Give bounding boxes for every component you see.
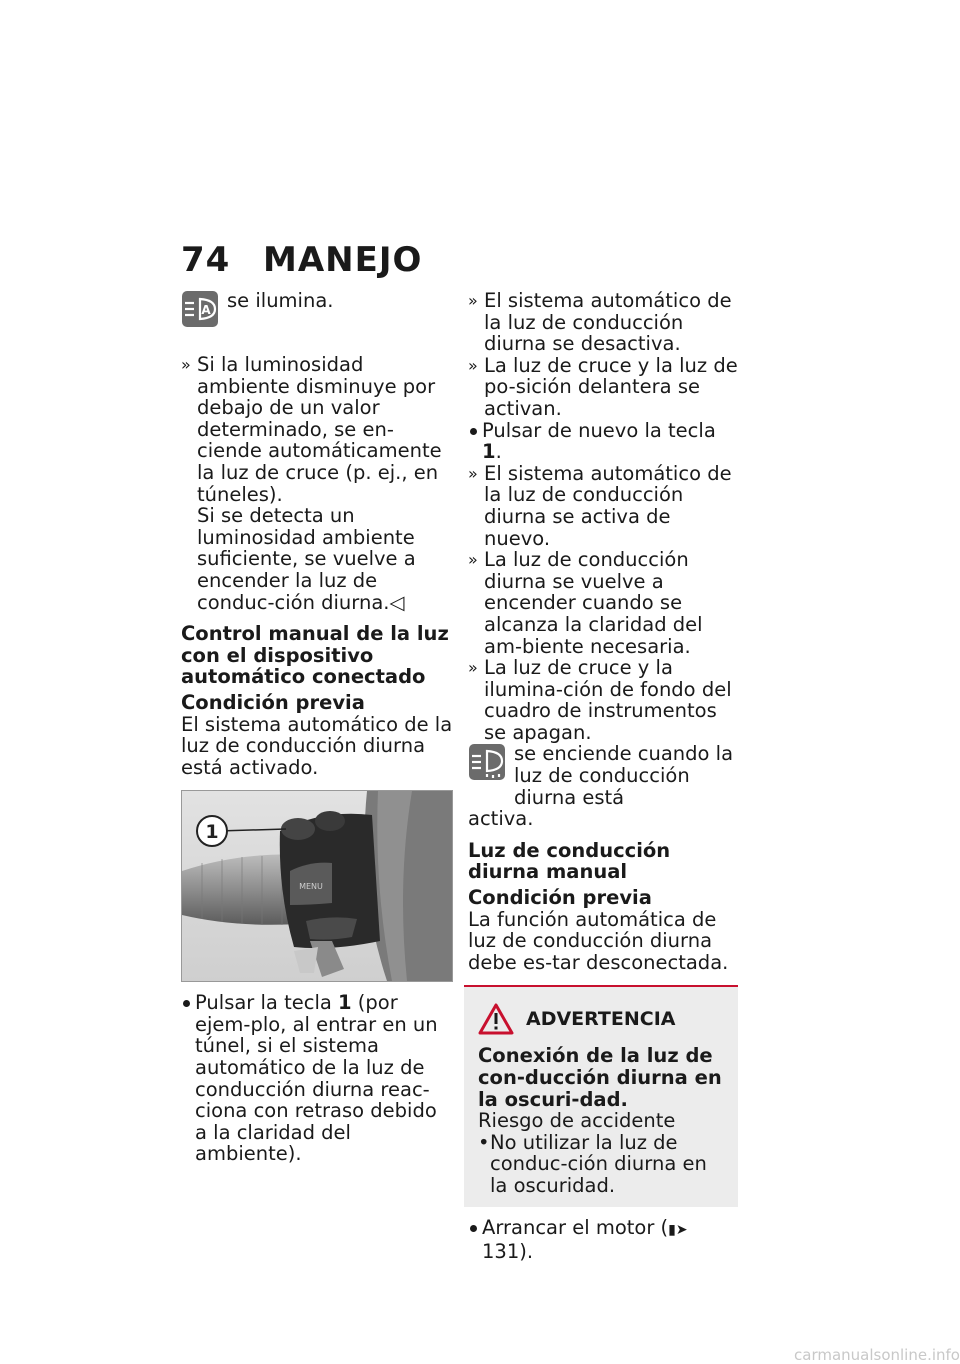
result-item: » La luz de conducción diurna se vuelve a encender cuando se alcanza la claridad del am-biente necesaria. bbox=[468, 549, 738, 657]
svg-text:A: A bbox=[201, 303, 211, 317]
warning-header bbox=[478, 1003, 730, 1035]
result-item: » Si la luminosidad ambiente disminuye por debajo de un valor determinado, se en-ciende automáticamente la luz de cruce (p. ej., en túneles). bbox=[181, 354, 453, 505]
warning-heading: Conexión de la luz de con-ducción diurna en la oscuri-dad. bbox=[478, 1044, 722, 1111]
callout-number: 1 bbox=[205, 821, 219, 844]
watermark: carmanualsonline.info bbox=[794, 1346, 960, 1364]
warning-item: • No utilizar la luz de conduc-ción diurna en la oscuridad. bbox=[478, 1132, 730, 1197]
result-item: » La luz de cruce y la luz de po-sición delantera se activan. bbox=[468, 355, 738, 420]
right-column bbox=[468, 290, 738, 1263]
page-header bbox=[181, 240, 422, 280]
auto-light-indicator-row bbox=[181, 290, 453, 328]
page-number: 74 bbox=[181, 240, 231, 280]
result-item: » El sistema automático de la luz de conducción diurna se desactiva. bbox=[468, 290, 738, 355]
warning-box bbox=[464, 985, 738, 1206]
warning-triangle-icon bbox=[478, 1003, 514, 1035]
warning-title: ADVERTENCIA bbox=[526, 1007, 676, 1030]
result-item: » El sistema automático de la luz de conducción diurna se activa de nuevo. bbox=[468, 463, 738, 549]
auto-light-indicator-icon bbox=[181, 290, 219, 328]
section-title: MANEJO bbox=[263, 240, 423, 280]
subheading: Condición previa bbox=[181, 690, 365, 714]
menu-button-label: MENU bbox=[299, 882, 323, 892]
subheading: Condición previa bbox=[468, 886, 652, 910]
daytime-running-light-icon bbox=[468, 743, 506, 781]
page-ref-arrow-icon: ▮➤ bbox=[668, 1221, 688, 1238]
warning-risk: Riesgo de accidente bbox=[478, 1109, 676, 1133]
action-item: Pulsar la tecla 1 (por ejem-plo, al entrar en un túnel, si el sistema automático de la luz de conducción diurna reac-ciona con retraso debido a la claridad del ambiente). bbox=[181, 992, 453, 1165]
daytime-light-text: se enciende cuando la luz de conducción diurna está bbox=[514, 742, 734, 809]
section-heading: Control manual de la luz con el dispositivo automático conectado bbox=[181, 622, 449, 689]
section-heading: Luz de conducción diurna manual bbox=[468, 838, 671, 884]
condition-text: El sistema automático de la luz de conducción diurna está activado. bbox=[181, 712, 453, 779]
daytime-light-indicator-row bbox=[468, 743, 738, 808]
condition-text: La función automática de luz de conducción diurna debe es-tar desconectada. bbox=[468, 907, 729, 974]
auto-light-text: se ilumina. bbox=[227, 289, 334, 312]
result-item-continued: Si se detecta un luminosidad ambiente suficiente, se vuelve a encender la luz de conduc-ción diurna.◁ bbox=[197, 504, 416, 614]
result-item: » La luz de cruce y la ilumina-ción de fondo del cuadro de instrumentos se apagan. bbox=[468, 657, 738, 743]
action-item: Arrancar el motor (▮➤ 131). bbox=[468, 1217, 738, 1263]
end-mark-icon: ◁ bbox=[389, 590, 405, 614]
daytime-light-text-continued: activa. bbox=[468, 807, 534, 831]
left-column bbox=[181, 290, 453, 1165]
handlebar-switch-photo bbox=[181, 790, 453, 982]
action-item: Pulsar de nuevo la tecla 1. bbox=[468, 420, 738, 463]
